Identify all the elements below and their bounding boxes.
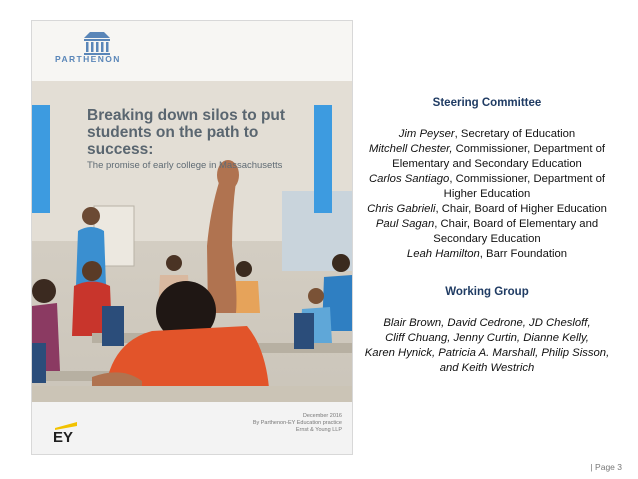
cover-footer-text (222, 413, 342, 434)
member-role-continued: Higher Education (443, 188, 531, 200)
steering-committee-title: Steering Committee (432, 97, 542, 109)
working-group-line: and Keith Westrich (439, 362, 535, 374)
member-role: , Barr Foundation (479, 248, 568, 260)
member-line (356, 247, 618, 262)
cover-subheadline: The promise of early college in Massachusetts (87, 160, 283, 171)
member-role-continued: Elementary and Secondary Education (392, 158, 582, 170)
member-line (356, 142, 618, 157)
member-name: Chris Gabrieli (367, 203, 436, 215)
cover-date: December 2016 (302, 413, 342, 419)
cover-accent-bar-left (32, 105, 50, 213)
cover-footer (32, 402, 352, 454)
working-group-title: Working Group (445, 286, 529, 298)
member-name: Paul Sagan (375, 218, 435, 230)
member-role: Commissioner, Department of (452, 143, 606, 155)
cover-firm: Ernst & Young LLP (295, 427, 342, 433)
member-line (356, 172, 618, 187)
report-cover (31, 20, 353, 455)
member-role: , Secretary of Education (454, 128, 576, 140)
member-role-continued: Secondary Education (433, 233, 541, 245)
steering-committee-list (356, 127, 618, 262)
working-group-list (356, 316, 618, 376)
member-role: , Chair, Board of Elementary and (434, 218, 599, 230)
member-name: Leah Hamilton (406, 248, 480, 260)
working-group-line: Karen Hynick, Patricia A. Marshall, Philip Sisson, (364, 347, 610, 359)
cover-headline: Breaking down silos to put students on the path to success: (87, 107, 286, 158)
member-role: , Chair, Board of Higher Education (435, 203, 607, 215)
member-line (356, 217, 618, 232)
working-group-line: Cliff Chuang, Jenny Curtin, Dianne Kelly, (385, 332, 589, 344)
cover-author: By Parthenon-EY Education practice (252, 420, 342, 426)
member-line (356, 127, 618, 142)
ey-logo-text: EY (53, 429, 74, 446)
member-role: , Commissioner, Department of (449, 173, 606, 185)
working-group-line: Blair Brown, David Cedrone, JD Chesloff, (383, 317, 591, 329)
member-name: Mitchell Chester, (368, 143, 453, 155)
page-number: | Page 3 (590, 462, 622, 472)
brand-name: PARTHENON (55, 54, 121, 64)
member-name: Carlos Santiago (368, 173, 450, 185)
member-line (356, 202, 618, 217)
member-name: Jim Peyser (398, 128, 455, 140)
classroom-photo (32, 81, 352, 402)
